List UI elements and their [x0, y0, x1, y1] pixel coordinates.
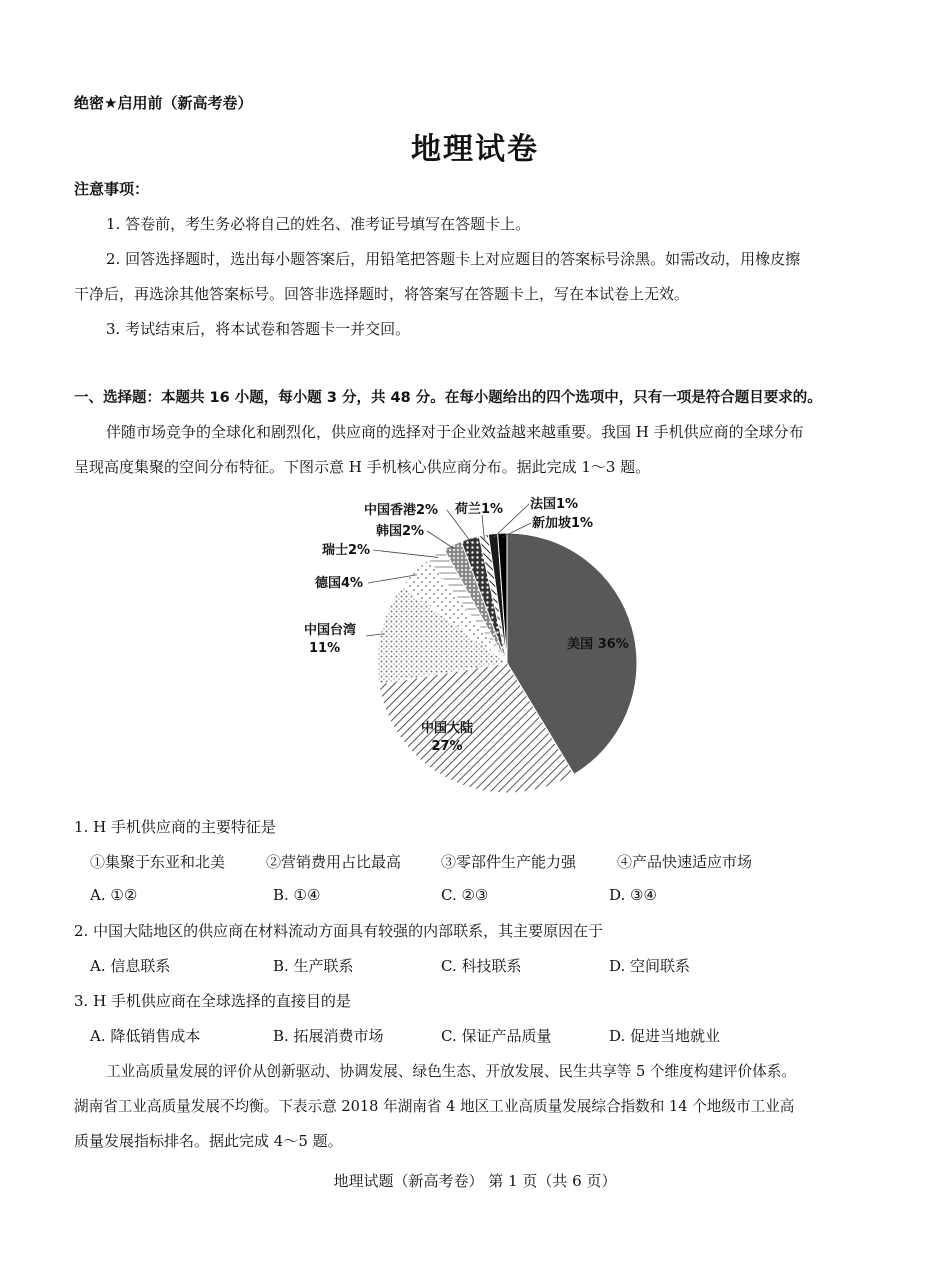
passage2-line-3: 质量发展指标排名。据此完成 4～5 题。	[74, 1132, 343, 1150]
q1-item-2: ②营销费用占比最高	[266, 853, 402, 871]
page-footer: 地理试题（新高考卷） 第 1 页（共 6 页）	[333, 1172, 617, 1190]
q2-option-c: C. 科技联系	[441, 957, 522, 975]
notice-item-2-line-2: 干净后，再选涂其他答案标号。回答非选择题时，将答案写在答题卡上，写在本试卷上无效。	[74, 285, 690, 303]
q2-option-b: B. 生产联系	[273, 957, 354, 975]
q2-option-d: D. 空间联系	[609, 957, 691, 975]
pie-label-korea: 韩国2%	[376, 524, 425, 539]
pie-label-hongkong: 中国香港2%	[364, 503, 439, 518]
passage2-line-1: 工业高质量发展的评价从创新驱动、协调发展、绿色生态、开放发展、民生共享等 5 个维度构建评价体系。	[106, 1063, 796, 1080]
pie-label-mainland-pct: 27%	[431, 739, 463, 754]
pie-label-france: 法国1%	[530, 497, 579, 512]
section-heading: 一、选择题：本题共 16 小题，每小题 3 分，共 48 分。在每小题给出的四个选项中，只有一项是符合题目要求的。	[74, 390, 822, 406]
notice-heading: 注意事项：	[74, 180, 150, 198]
q1-option-a: A. ①②	[90, 886, 138, 904]
q1-item-3: ③零部件生产能力强	[441, 853, 577, 871]
q3-option-b: B. 拓展消费市场	[273, 1027, 384, 1045]
q1-item-1: ①集聚于东亚和北美	[90, 853, 226, 871]
notice-item-1: 1. 答卷前，考生务必将自己的姓名、准考证号填写在答题卡上。	[106, 215, 531, 233]
q1-item-4: ④产品快速适应市场	[617, 853, 753, 871]
q1-option-c: C. ②③	[441, 886, 489, 904]
pie-label-switzerland: 瑞士2%	[322, 543, 371, 558]
q1-option-b: B. ①④	[273, 886, 321, 904]
q3-option-a: A. 降低销售成本	[90, 1027, 201, 1045]
passage2-line-2: 湖南省工业高质量发展不均衡。下表示意 2018 年湖南省 4 地区工业高质量发展综合指数和 14 个地级市工业高	[74, 1098, 795, 1115]
intro-line-2: 呈现高度集聚的空间分布特征。下图示意 H 手机核心供应商分布。据此完成 1～3 题。	[74, 458, 651, 476]
pie-label-taiwan-pct: 11%	[309, 641, 341, 656]
pie-leader-korea	[427, 531, 454, 549]
pie-label-taiwan: 中国台湾	[304, 623, 357, 638]
pie-label-mainland: 中国大陆	[420, 721, 474, 736]
pie-label-germany: 德国4%	[315, 576, 364, 591]
secret-label: 绝密★启用前（新高考卷）	[74, 94, 253, 112]
q3-option-c: C. 保证产品质量	[441, 1027, 552, 1045]
pie-leader-switzerland	[373, 550, 438, 557]
pie-label-us: 美国 36%	[567, 637, 629, 652]
intro-line-1: 伴随市场竞争的全球化和剧烈化，供应商的选择对于企业效益越来越重要。我国 H 手机供应商的全球分布	[106, 423, 804, 441]
q1-option-d: D. ③④	[609, 886, 657, 904]
pie-label-netherlands: 荷兰1%	[455, 502, 504, 517]
page-title: 地理试卷	[411, 132, 539, 167]
notice-item-3: 3. 考试结束后，将本试卷和答题卡一并交回。	[106, 320, 411, 338]
q3-stem: 3. H 手机供应商在全球选择的直接目的是	[74, 992, 351, 1010]
q2-stem: 2. 中国大陆地区的供应商在材料流动方面具有较强的内部联系，其主要原因在于	[74, 922, 604, 940]
q2-option-a: A. 信息联系	[90, 957, 171, 975]
notice-item-2-line-1: 2. 回答选择题时，选出每小题答案后，用铅笔把答题卡上对应题目的答案标号涂黑。如需改动，用橡皮擦	[106, 250, 801, 268]
q3-option-d: D. 促进当地就业	[609, 1027, 721, 1045]
q1-stem: 1. H 手机供应商的主要特征是	[74, 818, 276, 836]
pie-label-singapore: 新加坡1%	[532, 516, 594, 531]
